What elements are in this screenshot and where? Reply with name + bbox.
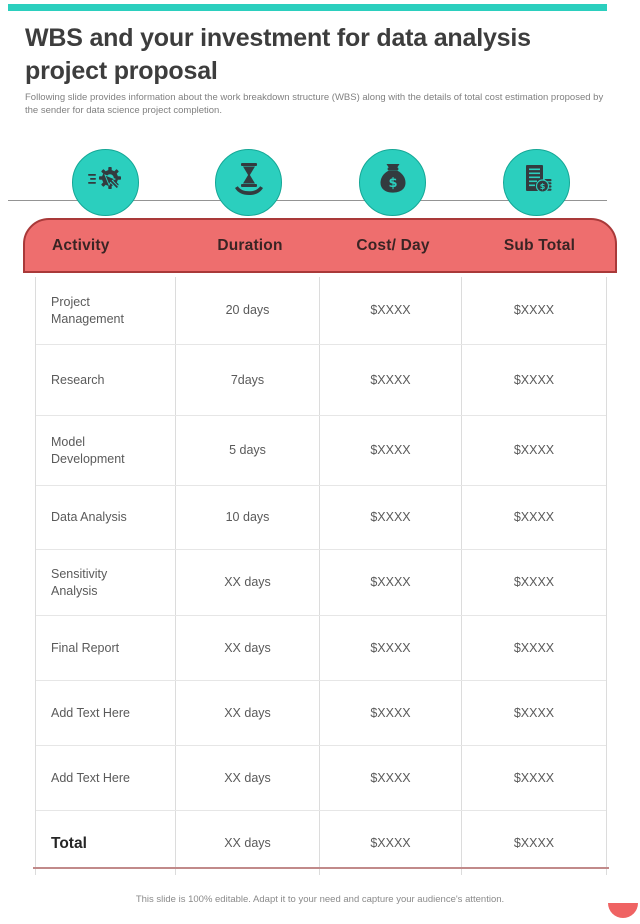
cost-money-bag-icon (373, 160, 413, 205)
table-cell: Add Text Here (36, 746, 176, 810)
table-header-cell: Duration (217, 236, 283, 254)
table-header-cell: Cost/ Day (356, 236, 430, 254)
table-row (36, 416, 606, 486)
table-header-cell: Activity (52, 236, 110, 254)
table-cell: $XXXX (513, 835, 555, 850)
table-cell: Add Text Here (36, 681, 176, 745)
table-cell: $XXXX (320, 277, 462, 344)
table-row (36, 486, 606, 550)
table-cell: $XXXX (513, 770, 555, 785)
svg-text:$: $ (387, 176, 398, 191)
activity-gear-cursor-icon (86, 160, 126, 205)
table-cell: XX days (176, 550, 320, 615)
table-cell: $XXXX (320, 811, 462, 875)
table-header-cell: Sub Total (503, 236, 576, 254)
table-body (35, 277, 607, 875)
table-cell: 5 days (176, 416, 320, 485)
table-cell: $XXXX (513, 443, 555, 457)
table-cell: $XXXX (320, 345, 462, 415)
table-cell: Final Report (36, 616, 176, 680)
table-cell: $XXXX (320, 416, 462, 485)
page-title: WBS and your investment for data analysis project proposal (25, 24, 531, 85)
footer-note: This slide is 100% editable. Adapt it to your need and capture your audience's attention. (135, 894, 505, 905)
duration-icon-badge (215, 149, 282, 216)
table-row (36, 345, 606, 416)
table-cell: 7days (176, 345, 320, 415)
table-row (36, 277, 606, 345)
table-cell: $XXXX (513, 705, 555, 720)
table-cell: XX days (176, 746, 320, 810)
table-cell: $XXXX (320, 486, 462, 549)
table-cell: $XXXX (320, 681, 462, 745)
table-cell: $XXXX (320, 616, 462, 680)
table-row (36, 616, 606, 681)
table-cell: XX days (176, 681, 320, 745)
table-row (36, 746, 606, 811)
table-cell: $XXXX (513, 575, 555, 589)
cost-icon-badge (359, 149, 426, 216)
table-cell: 10 days (176, 486, 320, 549)
table-total-row (36, 811, 606, 875)
table-row (36, 550, 606, 616)
table-cell: $XXXX (513, 640, 555, 655)
activity-icon-badge (72, 149, 139, 216)
table-header-row (23, 218, 617, 273)
table-cell: $XXXX (320, 746, 462, 810)
duration-hourglass-hand-icon (229, 160, 269, 205)
table-cell: $XXXX (320, 550, 462, 615)
table-cell: Total (36, 811, 176, 875)
subtotal-icon-badge (503, 149, 570, 216)
top-accent-bar (8, 4, 607, 11)
subtotal-invoice-coins-icon (517, 160, 557, 205)
svg-text:$: $ (539, 182, 545, 191)
table-cell: XX days (176, 811, 320, 875)
table-cell: Model Development (36, 416, 176, 485)
table-cell: Research (36, 345, 176, 415)
page-subtitle: Following slide provides information about the work breakdown structure (WBS) along with the details of total cost estimation proposed by the sender for data science project completion. (25, 92, 604, 116)
table-bottom-accent-line (33, 867, 609, 869)
bottom-right-half-disc (608, 903, 638, 918)
table-cell: Sensitivity Analysis (36, 550, 176, 615)
table-cell: 20 days (176, 277, 320, 344)
table-cell: XX days (176, 616, 320, 680)
table-cell: Data Analysis (36, 486, 176, 549)
table-cell: Project Management (36, 277, 176, 344)
table-cell: $XXXX (513, 510, 555, 524)
table-cell: $XXXX (513, 372, 555, 387)
table-cell: $XXXX (513, 303, 555, 317)
table-row (36, 681, 606, 746)
